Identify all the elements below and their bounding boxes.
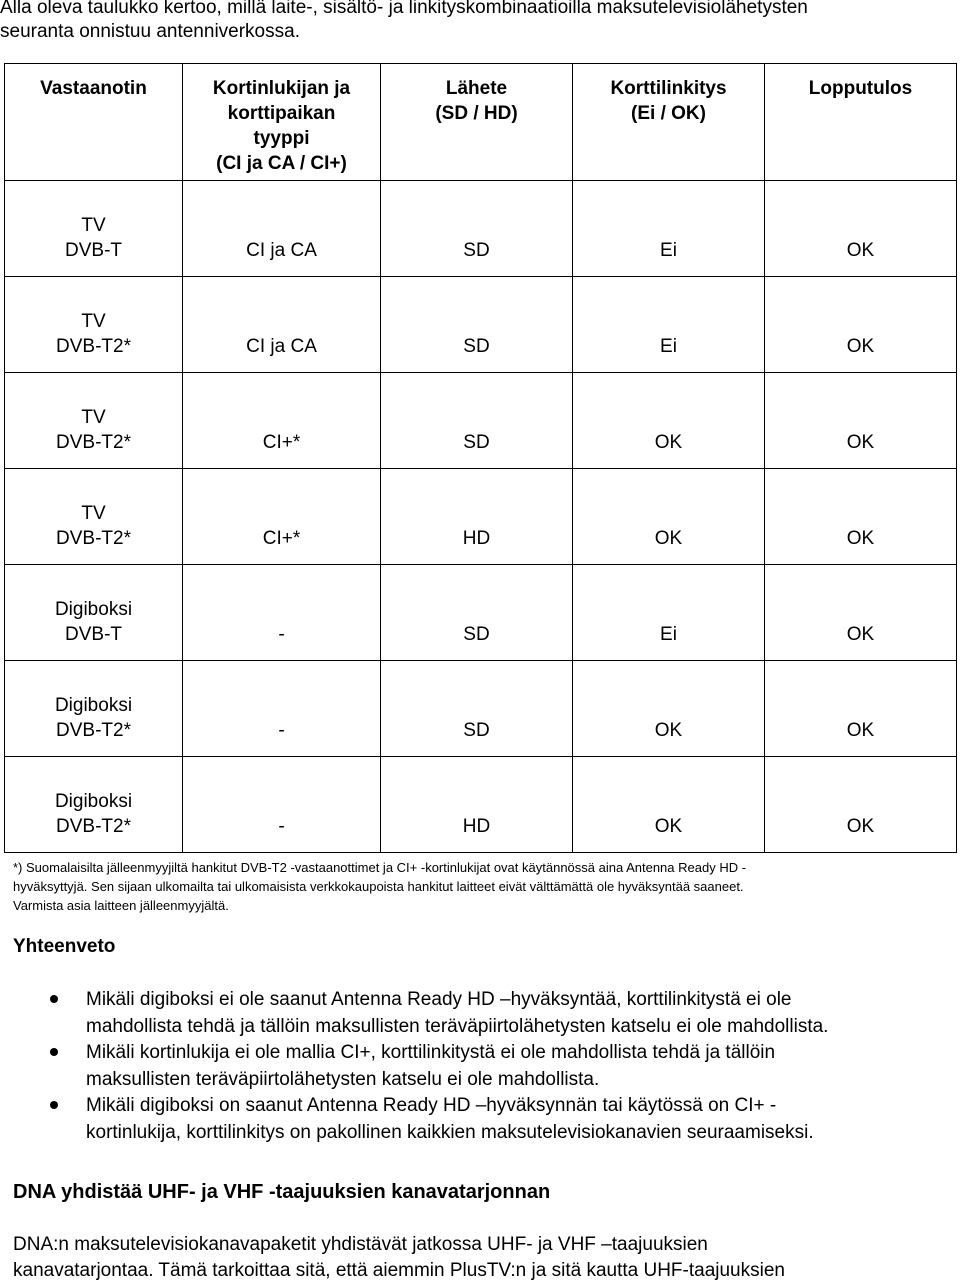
cell-text: DVB-T <box>65 240 122 261</box>
table-header-cell <box>183 64 381 181</box>
table-cell <box>5 757 183 853</box>
table-row <box>5 565 957 661</box>
header-text: (CI ja CA / CI+) <box>216 153 347 174</box>
bullet-text: mahdollista tehdä ja tällöin maksullisten teräväpiirtolähetysten katselu ei ole mahdollista. <box>86 1015 829 1037</box>
table-cell <box>381 469 573 565</box>
dna-line: DNA:n maksutelevisiokanavapaketit yhdistävät jatkossa UHF- ja VHF –taajuuksien <box>13 1234 708 1255</box>
cell-text: Digiboksi <box>54 791 133 812</box>
header-text: korttipaikan <box>227 103 336 124</box>
dna-paragraph <box>13 1232 953 1284</box>
cell-text: DVB-T2* <box>56 432 131 453</box>
compatibility-table <box>4 63 957 853</box>
header-text: Lopputulos <box>808 78 913 99</box>
list-item <box>0 987 960 1040</box>
bullet-text: Mikäli kortinlukija ei ole mallia CI+, korttilinkitystä ei ole mahdollista tehdä ja tällöin <box>86 1042 776 1063</box>
dna-line: kanavatarjontaa. Tämä tarkoittaa sitä, että aiemmin PlusTV:n ja sitä kautta UHF-taajuuksien <box>13 1260 785 1281</box>
table-cell <box>381 661 573 757</box>
table-cell <box>573 757 765 853</box>
cell-text: OK <box>846 432 875 453</box>
cell-text: OK <box>654 816 683 837</box>
summary-heading: Yhteenveto <box>13 936 116 957</box>
header-text: (Ei / OK) <box>631 103 706 124</box>
table-cell <box>765 373 957 469</box>
header-text: tyyppi <box>253 128 310 149</box>
dna-heading: DNA yhdistää UHF- ja VHF -taajuuksien kanavatarjonnan <box>13 1181 551 1203</box>
cell-text: Digiboksi <box>54 695 133 716</box>
cell-text: CI+* <box>262 528 301 549</box>
header-text: Lähete <box>445 78 508 99</box>
cell-text: SD <box>463 432 490 453</box>
table-row <box>5 373 957 469</box>
cell-text: Ei <box>660 336 677 357</box>
cell-text: OK <box>846 816 875 837</box>
bullet-text: Mikäli digiboksi on saanut Antenna Ready HD –hyväksynnän tai käytössä on CI+ - <box>86 1095 777 1116</box>
cell-text: TV <box>81 215 106 236</box>
table-row <box>5 277 957 373</box>
cell-text: OK <box>654 720 683 741</box>
intro-line: Alla oleva taulukko kertoo, millä laite-, sisältö- ja linkityskombinaatioilla maksutelevisiolähetysten <box>0 0 808 18</box>
cell-text: Ei <box>660 624 677 645</box>
table-cell <box>573 661 765 757</box>
table-cell <box>183 565 381 661</box>
cell-text: OK <box>846 240 875 261</box>
table-cell <box>183 469 381 565</box>
table-cell <box>573 373 765 469</box>
table-cell <box>183 277 381 373</box>
table-cell <box>5 661 183 757</box>
cell-text: Ei <box>660 240 677 261</box>
table-row <box>5 181 957 277</box>
table-cell <box>381 277 573 373</box>
bullet-text: kortinlukija, korttilinkitys on pakollinen kaikkien maksutelevisiokanavien seuraamiseksi. <box>86 1121 814 1143</box>
bullet-text: Mikäli digiboksi ei ole saanut Antenna Ready HD –hyväksyntää, korttilinkitystä ei ole <box>86 989 792 1010</box>
cell-text: CI ja CA <box>246 336 317 357</box>
table-cell <box>183 181 381 277</box>
header-text: Vastaanotin <box>40 78 147 99</box>
table-row <box>5 757 957 853</box>
bullet-icon <box>50 1101 58 1109</box>
table-cell <box>573 181 765 277</box>
header-text: Korttilinkitys <box>610 78 727 99</box>
table-cell <box>183 757 381 853</box>
cell-text: SD <box>463 720 490 741</box>
table-cell <box>381 373 573 469</box>
table-cell <box>765 277 957 373</box>
cell-text: SD <box>463 336 490 357</box>
table-cell <box>5 277 183 373</box>
table-cell <box>573 469 765 565</box>
footnote-line: hyväksyttyjä. Sen sijaan ulkomailta tai ulkomaisista verkkokaupoista hankitut laitteet eivät välttämättä ole hyväksyntää saaneet. <box>13 879 744 894</box>
footnote-line: Varmista asia laitteen jälleenmyyjältä. <box>13 898 229 913</box>
footnote <box>13 858 953 915</box>
table-cell <box>5 181 183 277</box>
list-item <box>0 1040 960 1093</box>
cell-text: DVB-T2* <box>56 336 131 357</box>
cell-text: - <box>278 720 285 741</box>
cell-text: TV <box>81 311 106 332</box>
cell-text: DVB-T2* <box>56 528 131 549</box>
cell-text: HD <box>462 816 491 837</box>
table-cell <box>573 565 765 661</box>
table-row <box>5 469 957 565</box>
cell-text: CI+* <box>262 432 301 453</box>
table-header-cell <box>765 64 957 181</box>
cell-text: OK <box>846 336 875 357</box>
table-cell <box>5 565 183 661</box>
cell-text: DVB-T <box>65 624 122 645</box>
cell-text: SD <box>463 624 490 645</box>
table-cell <box>765 469 957 565</box>
header-text: (SD / HD) <box>435 103 518 124</box>
cell-text: DVB-T2* <box>56 720 131 741</box>
cell-text: TV <box>81 407 106 428</box>
table-row <box>5 661 957 757</box>
table-cell <box>183 373 381 469</box>
table-cell <box>381 181 573 277</box>
bullet-icon <box>50 995 58 1003</box>
cell-text: OK <box>846 624 875 645</box>
footnote-line: *) Suomalaisilta jälleenmyyjiltä hankitut DVB-T2 -vastaanottimet ja CI+ -kortinlukijat ovat käytännössä aina Antenna Ready HD - <box>13 860 747 875</box>
table-cell <box>381 757 573 853</box>
table-cell <box>573 277 765 373</box>
cell-text: OK <box>654 528 683 549</box>
cell-text: TV <box>81 503 106 524</box>
table-cell <box>765 661 957 757</box>
cell-text: - <box>278 816 285 837</box>
table-header-cell <box>381 64 573 181</box>
cell-text: OK <box>846 720 875 741</box>
cell-text: DVB-T2* <box>56 816 131 837</box>
table-cell <box>381 565 573 661</box>
cell-text: SD <box>463 240 490 261</box>
cell-text: OK <box>846 528 875 549</box>
bullet-text: maksullisten teräväpiirtolähetysten katselu ei ole mahdollista. <box>86 1068 600 1090</box>
list-item <box>0 1093 960 1146</box>
table-cell <box>765 181 957 277</box>
summary-bullet-list <box>0 987 960 1146</box>
table-cell <box>183 661 381 757</box>
table-cell <box>765 757 957 853</box>
table-header-cell <box>5 64 183 181</box>
table-cell <box>765 565 957 661</box>
cell-text: HD <box>462 528 491 549</box>
cell-text: Digiboksi <box>54 599 133 620</box>
cell-text: OK <box>654 432 683 453</box>
intro-line: seuranta onnistuu antenniverkossa. <box>0 21 300 42</box>
header-text: Kortinlukijan ja <box>212 78 351 99</box>
bullet-icon <box>50 1048 58 1056</box>
cell-text: - <box>278 624 285 645</box>
table-cell <box>5 469 183 565</box>
table-header-cell <box>573 64 765 181</box>
table-header-row <box>5 64 957 181</box>
cell-text: CI ja CA <box>246 240 317 261</box>
table-cell <box>5 373 183 469</box>
intro-paragraph <box>0 0 955 44</box>
